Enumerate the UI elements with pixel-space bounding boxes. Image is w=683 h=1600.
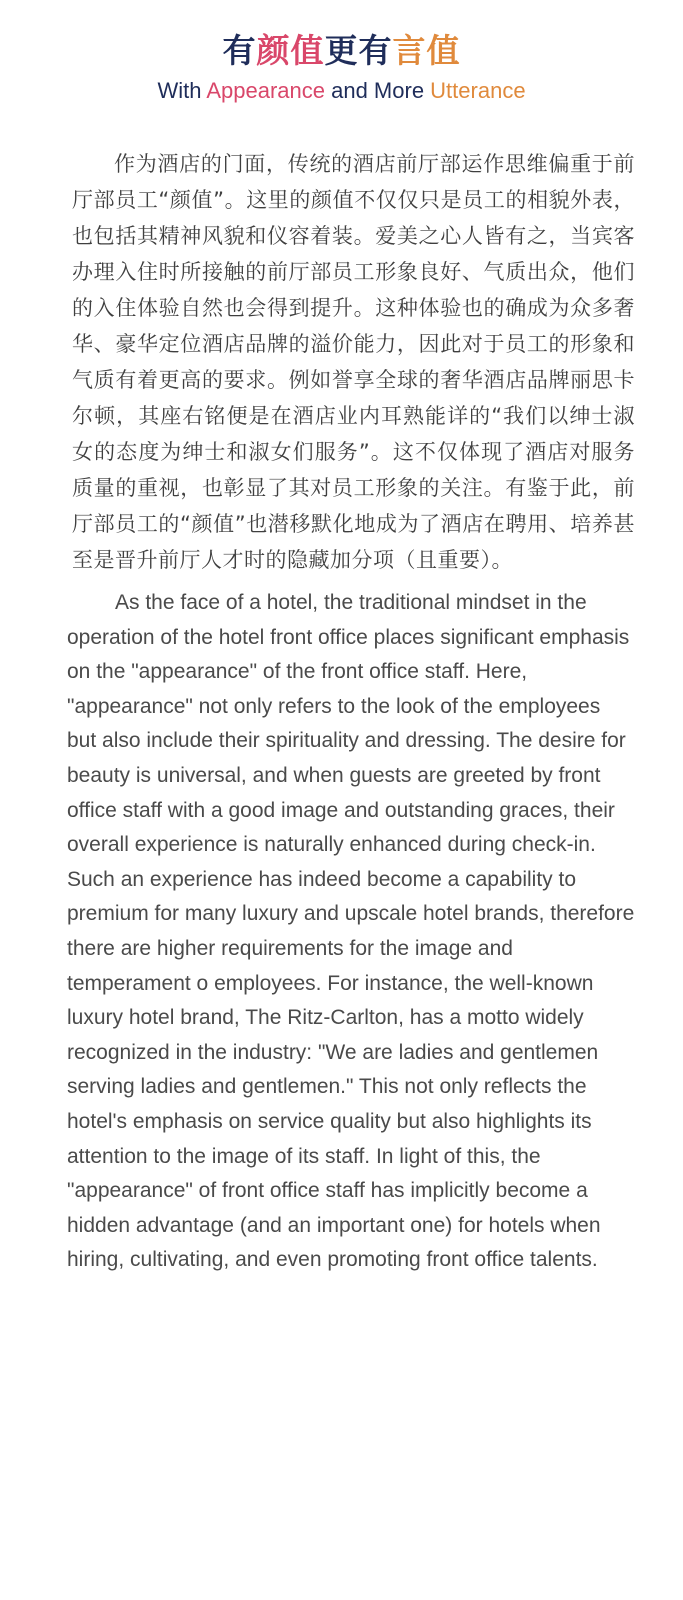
paragraph-chinese: 作为酒店的门面，传统的酒店前厅部运作思维偏重于前厅部员工“颜值”。这里的颜值不仅仅只是员工的相貌外表，也包括其精神风貌和仪容着装。爱美之心人皆有之，当宾客办理入住时所接触的前厅部员工形象良好、气质出众，他们的入住体验自然也会得到提升。这种体验也的确成为众多奢华、豪华定位酒店品牌的溢价能力，因此对于员工的形象和气质有着更高的要求。例如誉享全球的奢华酒店品牌丽思卡尔顿，其座右铭便是在酒店业内耳熟能详的“我们以绅士淑女的态度为绅士和淑女们服务”。这不仅体现了酒店对服务质量的重视，也彰显了其对员工形象的关注。有鉴于此，前厅部员工的“颜值”也潜移默化地成为了酒店在聘用、培养甚至是晋升前厅人才时的隐藏加分项（且重要）。 [72, 152, 635, 572]
paragraph-english: As the face of a hotel, the traditional mindset in the operation of the hotel front office places significant emphasis on the "appearance" of the front office staff. Here, "appearance" not only refers to the look of the employees but also include their spirituality and dressing. The desire for beauty is universal, and when guests are greeted by front office staff with a good image and outstanding graces, their overall experience is naturally enhanced during check-in. Such an experience has indeed become a capability to premium for many luxury and upscale hotel brands, therefore there are higher requirements for the image and temperament o employees. For instance, the well-known luxury hotel brand, The Ritz-Carlton, has a motto widely recognized in the industry: "We are ladies and gentlemen serving ladies and gentlemen." This not only reflects the hotel's emphasis on service quality but also highlights its attention to the image of its staff. In light of this, the "appearance" of front office staff has implicitly become a hidden advantage (and an important one) for hotels when hiring, cultivating, and even promoting front office talents. [67, 591, 635, 1272]
title-en-part-4: Utterance [430, 78, 526, 103]
title-en-part-1: With [157, 78, 207, 103]
title-cn-part-4: 言值 [392, 31, 461, 70]
page-title-chinese [0, 28, 683, 74]
title-en-part-2: Appearance [206, 78, 325, 103]
title-cn-part-3: 更有 [324, 31, 393, 70]
title-cn-part-1: 有 [222, 31, 257, 70]
title-cn-part-2: 颜值 [256, 31, 325, 70]
page-subtitle-english [0, 76, 683, 106]
title-en-part-3: and More [325, 78, 431, 103]
